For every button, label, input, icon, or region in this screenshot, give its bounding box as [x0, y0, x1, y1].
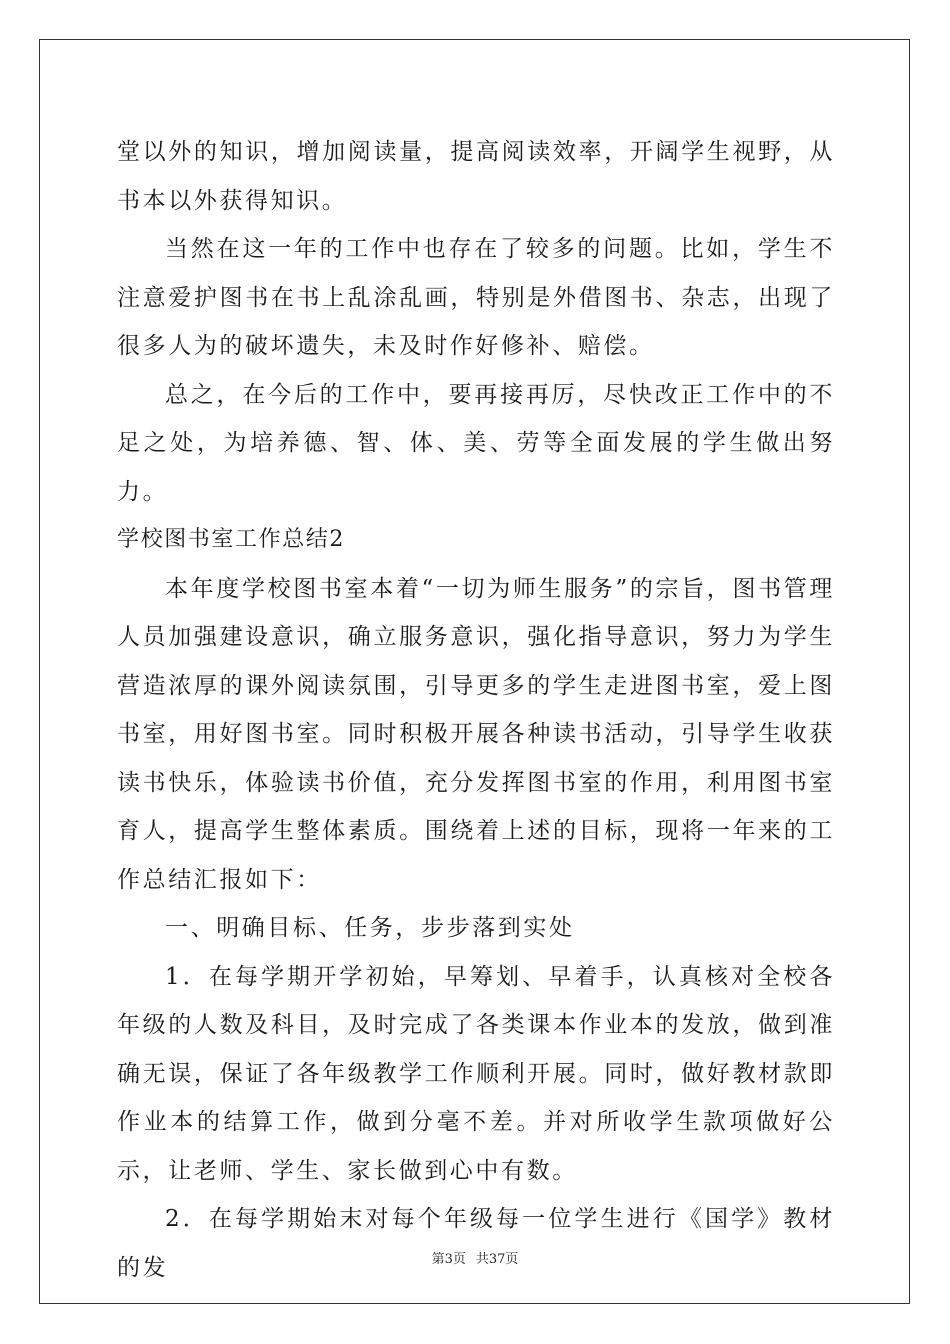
list-item-1: 1．在每学期开学初始，早筹划、早着手，认真核对全校各年级的人数及科目，及时完成了各类课本作业本的发放，做到准确无误，保证了各年级教学工作顺利开展。同时，做好教材款即作业本的结算工作，做到分毫不差。并对所收学生款项做好公示，让老师、学生、家长做到心中有数。	[117, 963, 835, 1184]
section-title: 学校图书室工作总结2	[117, 527, 345, 552]
page-total: 共37页	[475, 1252, 519, 1267]
subheading-goals: 一、明确目标、任务，步步落到实处	[165, 915, 575, 941]
list-item-2: 2．在每学期始末对每个年级每一位学生进行《国学》教材的发	[117, 1206, 835, 1281]
paragraph-conclusion: 总之，在今后的工作中，要再接再厉，尽快改正工作中的不足之处，为培养德、智、体、美、劳等全面发展的学生做出努力。	[117, 381, 835, 505]
paragraph-problems: 当然在这一年的工作中也存在了较多的问题。比如，学生不注意爱护图书在书上乱涂乱画，特别是外借图书、杂志，出现了很多人为的破坏遗失，未及时作好修补、赔偿。	[117, 236, 835, 359]
paragraph-continuation: 堂以外的知识，增加阅读量，提高阅读效率，开阔学生视野，从书本以外获得知识。	[117, 139, 835, 214]
paragraph-intro: 本年度学校图书室本着“一切为师生服务”的宗旨，图书管理人员加强建设意识，确立服务意识，强化指导意识，努力为学生营造浓厚的课外阅读氛围，引导更多的学生走进图书室，爱上图书室，用好图书室。同时积极开展各种读书活动，引导学生收获读书快乐，体验读书价值，充分发挥图书室的作用，利用图书室育人，提高学生整体素质。围绕着上述的目标，现将一年来的工作总结汇报如下：	[117, 575, 835, 893]
document-body	[117, 128, 835, 1292]
page-footer	[0, 1248, 950, 1267]
page-number: 第3页	[431, 1252, 466, 1267]
